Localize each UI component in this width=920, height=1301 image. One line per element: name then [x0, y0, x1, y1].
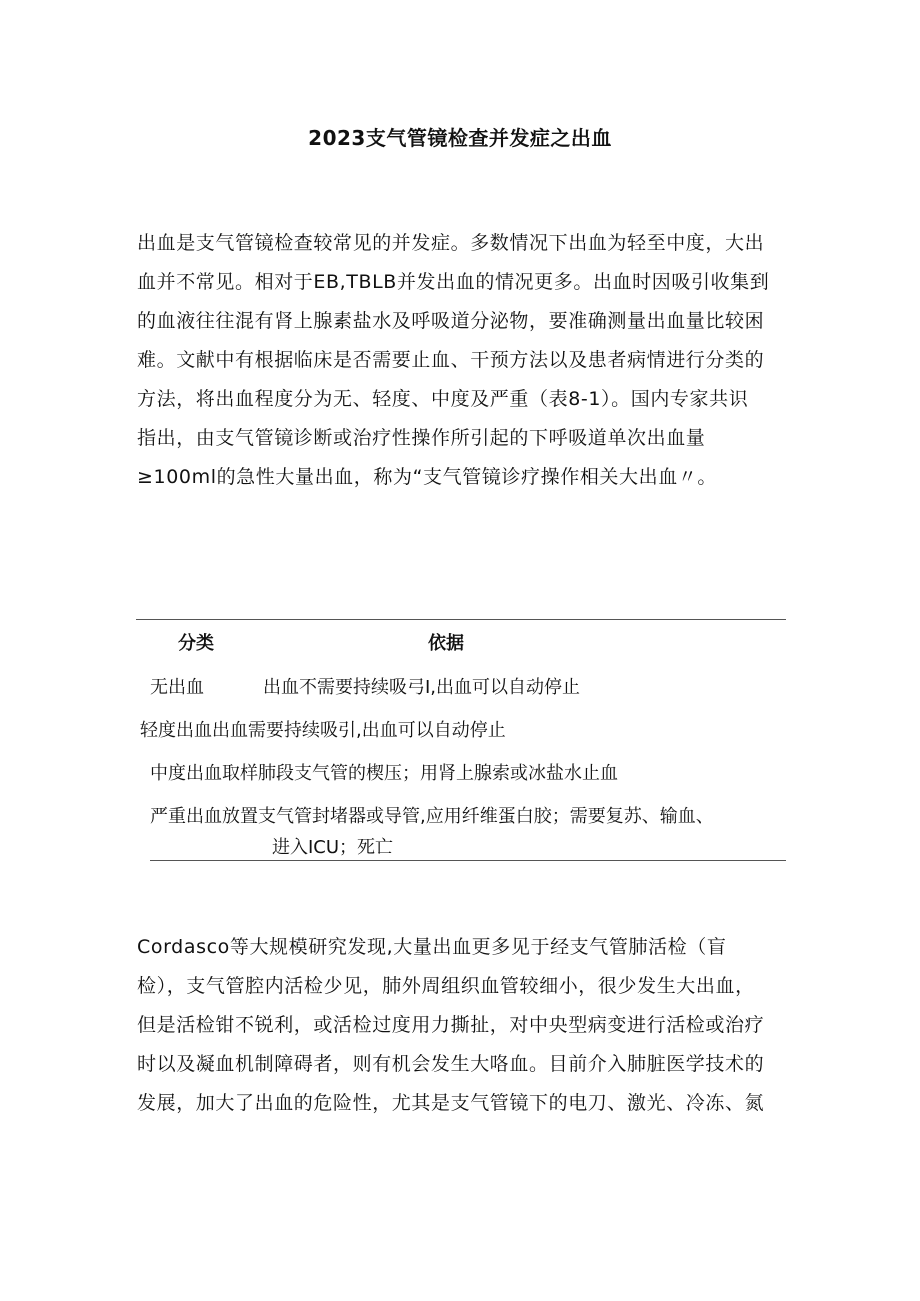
text-line: 的血液往往混有肾上腺素盐水及呼吸道分泌物，要准确测量出血量比较困	[137, 310, 765, 332]
row-category: 无出血	[150, 677, 204, 698]
table-header-basis: 依据	[428, 633, 464, 654]
document-title: 2023支气管镜检查并发症之出血	[308, 126, 612, 150]
table-row: 轻度出血出血需要持续吸引,出血可以自动停止	[140, 720, 506, 741]
text-line: 但是活检钳不锐利，或活检过度用力撕扯，对中央型病变进行活检或治疗	[137, 1014, 765, 1036]
text-line: 检），支气管腔内活检少见，肺外周组织血管较细小，很少发生大出血，	[137, 975, 755, 997]
text-line: 时以及凝血机制障碍者，则有机会发生大咯血。目前介入肺脏医学技术的	[137, 1053, 765, 1075]
text-line: 发展，加大了出血的危险性，尤其是支气管镜下的电刀、激光、冷冻、氮	[137, 1092, 765, 1114]
row-basis: 出血不需要持续吸弓I,出血可以自动停止	[263, 677, 581, 698]
text-line: 方法，将出血程度分为无、轻度、中度及严重（表8-1）。国内专家共识	[137, 388, 749, 410]
text-line: 血并不常见。相对于EB,TBLB并发出血的情况更多。出血时因吸引收集到	[137, 271, 770, 293]
text-line: Cordasco等大规模研究发现,大量出血更多见于经支气管肺活检（盲	[137, 936, 727, 958]
text-line: 指出，由支气管镜诊断或治疗性操作所引起的下呼吸道单次出血量	[137, 427, 706, 449]
table-header-category: 分类	[178, 633, 214, 654]
table-bottom-rule	[150, 860, 786, 861]
body-paragraph	[137, 928, 787, 1123]
text-line: 难。文献中有根据临床是否需要止血、干预方法以及患者病情进行分类的	[137, 349, 765, 371]
table-row-continuation: 进入ICU；死亡	[272, 837, 394, 858]
table-row: 严重出血放置支气管封堵器或导管,应用纤维蛋白胶；需要复苏、输血、	[150, 806, 714, 827]
text-line: ≥100ml的急性大量出血，称为“支气管镜诊疗操作相关大出血〃。	[137, 466, 718, 488]
table-top-rule	[136, 619, 786, 620]
table-row: 中度出血取样肺段支气管的楔压；用肾上腺索或冰盐水止血	[150, 763, 618, 784]
intro-paragraph	[137, 224, 787, 497]
text-line: 出血是支气管镜检查较常见的并发症。多数情况下出血为轻至中度，大出	[137, 232, 765, 254]
bleeding-classification-table	[140, 619, 786, 861]
